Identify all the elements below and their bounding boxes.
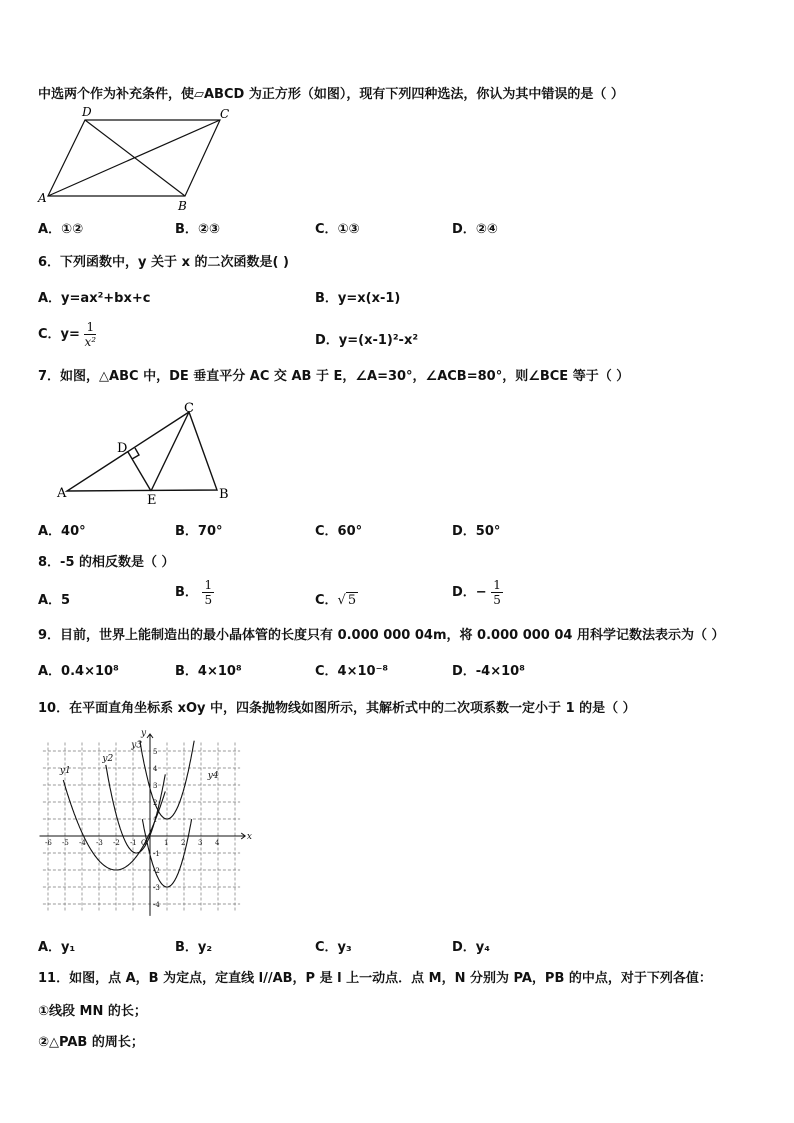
q10-option-d[interactable]: D．y₄ bbox=[452, 940, 490, 955]
x-tick-label: -3 bbox=[96, 839, 103, 847]
fraction-numerator: 1 bbox=[204, 578, 213, 592]
fraction-numerator: 1 bbox=[493, 578, 501, 592]
q5-option-c[interactable]: C．①③ bbox=[315, 222, 360, 237]
q8-option-b-prefix: B． bbox=[175, 585, 198, 600]
q5-option-d[interactable]: D．②④ bbox=[452, 222, 498, 237]
triangle-label-E: E bbox=[147, 493, 157, 508]
y-axis-label: y bbox=[141, 728, 147, 739]
q10-option-b[interactable]: B．y₂ bbox=[175, 940, 213, 955]
q8-option-d-fraction bbox=[491, 578, 503, 607]
curve-label-y1: y1 bbox=[59, 766, 71, 777]
q6-stem: 6．下列函数中，y 关于 x 的二次函数是( ) bbox=[38, 255, 289, 270]
y-tick-label: -2 bbox=[153, 867, 160, 875]
radicand: 5 bbox=[347, 593, 357, 608]
q9-option-d[interactable]: D．-4×10⁸ bbox=[452, 664, 525, 679]
triangle-label-D: D bbox=[117, 441, 128, 456]
x-tick-label: -5 bbox=[62, 839, 69, 847]
y-tick-label: 4 bbox=[153, 765, 158, 773]
triangle-label-B: B bbox=[219, 487, 229, 502]
q8-option-c-prefix: C． bbox=[315, 593, 338, 608]
x-tick-label: -6 bbox=[45, 839, 52, 847]
x-tick-label: -1 bbox=[130, 839, 137, 847]
parabola-graph bbox=[40, 728, 252, 917]
curve-label-y3: y3 bbox=[131, 740, 143, 751]
x-axis-label: x bbox=[246, 832, 252, 842]
vertex-label-A: A bbox=[38, 191, 47, 205]
vertex-label-D: D bbox=[82, 105, 92, 119]
q8-option-d[interactable] bbox=[452, 578, 503, 607]
fraction-numerator: 1 bbox=[86, 320, 95, 334]
q8-option-c[interactable] bbox=[315, 589, 358, 608]
q9-option-b[interactable]: B．4×10⁸ bbox=[175, 664, 242, 679]
curve-label-y2: y2 bbox=[102, 754, 114, 765]
q8-option-d-prefix: D．− bbox=[452, 585, 487, 600]
vertex-label-C: C bbox=[220, 107, 230, 121]
parallelogram-figure bbox=[30, 104, 240, 214]
q9-option-c[interactable]: C．4×10⁻⁸ bbox=[315, 664, 389, 679]
q6-option-c[interactable] bbox=[38, 320, 96, 349]
q7-option-d[interactable]: D．50° bbox=[452, 524, 501, 539]
q9-option-a[interactable]: A．0.4×10⁸ bbox=[38, 664, 119, 679]
q5-stem: 中选两个作为补充条件，使▱ABCD 为正方形（如图），现有下列四种选法，你认为其中错误的是（ ） bbox=[38, 87, 624, 102]
origin-label: O bbox=[141, 839, 147, 847]
x-tick-label: 3 bbox=[198, 839, 203, 847]
q5-option-b[interactable]: B．②③ bbox=[175, 222, 220, 237]
q8-stem: 8．-5 的相反数是（ ） bbox=[38, 555, 175, 570]
triangle-figure bbox=[55, 402, 245, 508]
sqrt-icon: √ bbox=[337, 593, 346, 608]
fraction-denominator: 5 bbox=[493, 593, 501, 607]
y-tick-label: -4 bbox=[153, 901, 160, 909]
q7-option-c[interactable]: C．60° bbox=[315, 524, 363, 539]
q6-option-c-fraction bbox=[84, 320, 96, 349]
y-tick-label: 5 bbox=[153, 748, 158, 756]
triangle-label-A: A bbox=[57, 486, 67, 501]
q8-option-b[interactable] bbox=[175, 578, 214, 607]
y-tick-label: 1 bbox=[153, 816, 158, 824]
x-tick-label: 2 bbox=[181, 839, 186, 847]
x-tick-label: -4 bbox=[79, 839, 86, 847]
y-tick-label: -1 bbox=[153, 850, 160, 858]
x-tick-label: 1 bbox=[164, 839, 169, 847]
x-tick-label: 4 bbox=[215, 839, 220, 847]
q11-item-2: ②△PAB 的周长； bbox=[38, 1035, 144, 1050]
fraction-denominator: 5 bbox=[204, 593, 213, 607]
q6-option-a[interactable]: A．y=ax²+bx+c bbox=[38, 291, 151, 306]
q11-stem: 11．如图，点 A，B 为定点，定直线 l//AB，P 是 l 上一动点．点 M，N 分别为 PA，PB 的中点，对于下列各值： bbox=[38, 971, 712, 986]
q6-option-d[interactable]: D．y=(x-1)²-x² bbox=[315, 333, 419, 348]
q8-option-b-fraction bbox=[202, 578, 214, 607]
q5-option-a[interactable]: A．①② bbox=[38, 222, 84, 237]
q7-stem: 7．如图，△ABC 中，DE 垂直平分 AC 交 AB 于 E，∠A=30°，∠ACB=80°，则∠BCE 等于（ ） bbox=[38, 369, 630, 384]
fraction-denominator: x² bbox=[84, 335, 97, 349]
y-tick-label: -3 bbox=[153, 884, 160, 892]
q7-option-b[interactable]: B．70° bbox=[175, 524, 223, 539]
x-tick-label: -2 bbox=[113, 839, 120, 847]
q11-item-1: ①线段 MN 的长； bbox=[38, 1004, 147, 1019]
q10-option-a[interactable]: A．y₁ bbox=[38, 940, 76, 955]
q9-stem: 9．目前，世界上能制造出的最小晶体管的长度只有 0.000 000 04m，将 0.000 000 04 用科学记数法表示为（ ） bbox=[38, 628, 725, 643]
q10-stem: 10．在平面直角坐标系 xOy 中，四条抛物线如图所示，其解析式中的二次项系数一定小于 1 的是（ ） bbox=[38, 701, 636, 716]
q6-option-c-prefix: C．y= bbox=[38, 327, 80, 342]
q7-option-a[interactable]: A．40° bbox=[38, 524, 86, 539]
q8-option-a[interactable]: A．5 bbox=[38, 593, 71, 608]
vertex-label-B: B bbox=[178, 199, 187, 213]
y-tick-label: 2 bbox=[153, 799, 158, 807]
q6-option-b[interactable]: B．y=x(x-1) bbox=[315, 291, 401, 306]
y-tick-label: 3 bbox=[153, 782, 158, 790]
curve-label-y4: y4 bbox=[207, 771, 219, 782]
triangle-label-C: C bbox=[184, 401, 194, 416]
q10-option-c[interactable]: C．y₃ bbox=[315, 940, 352, 955]
